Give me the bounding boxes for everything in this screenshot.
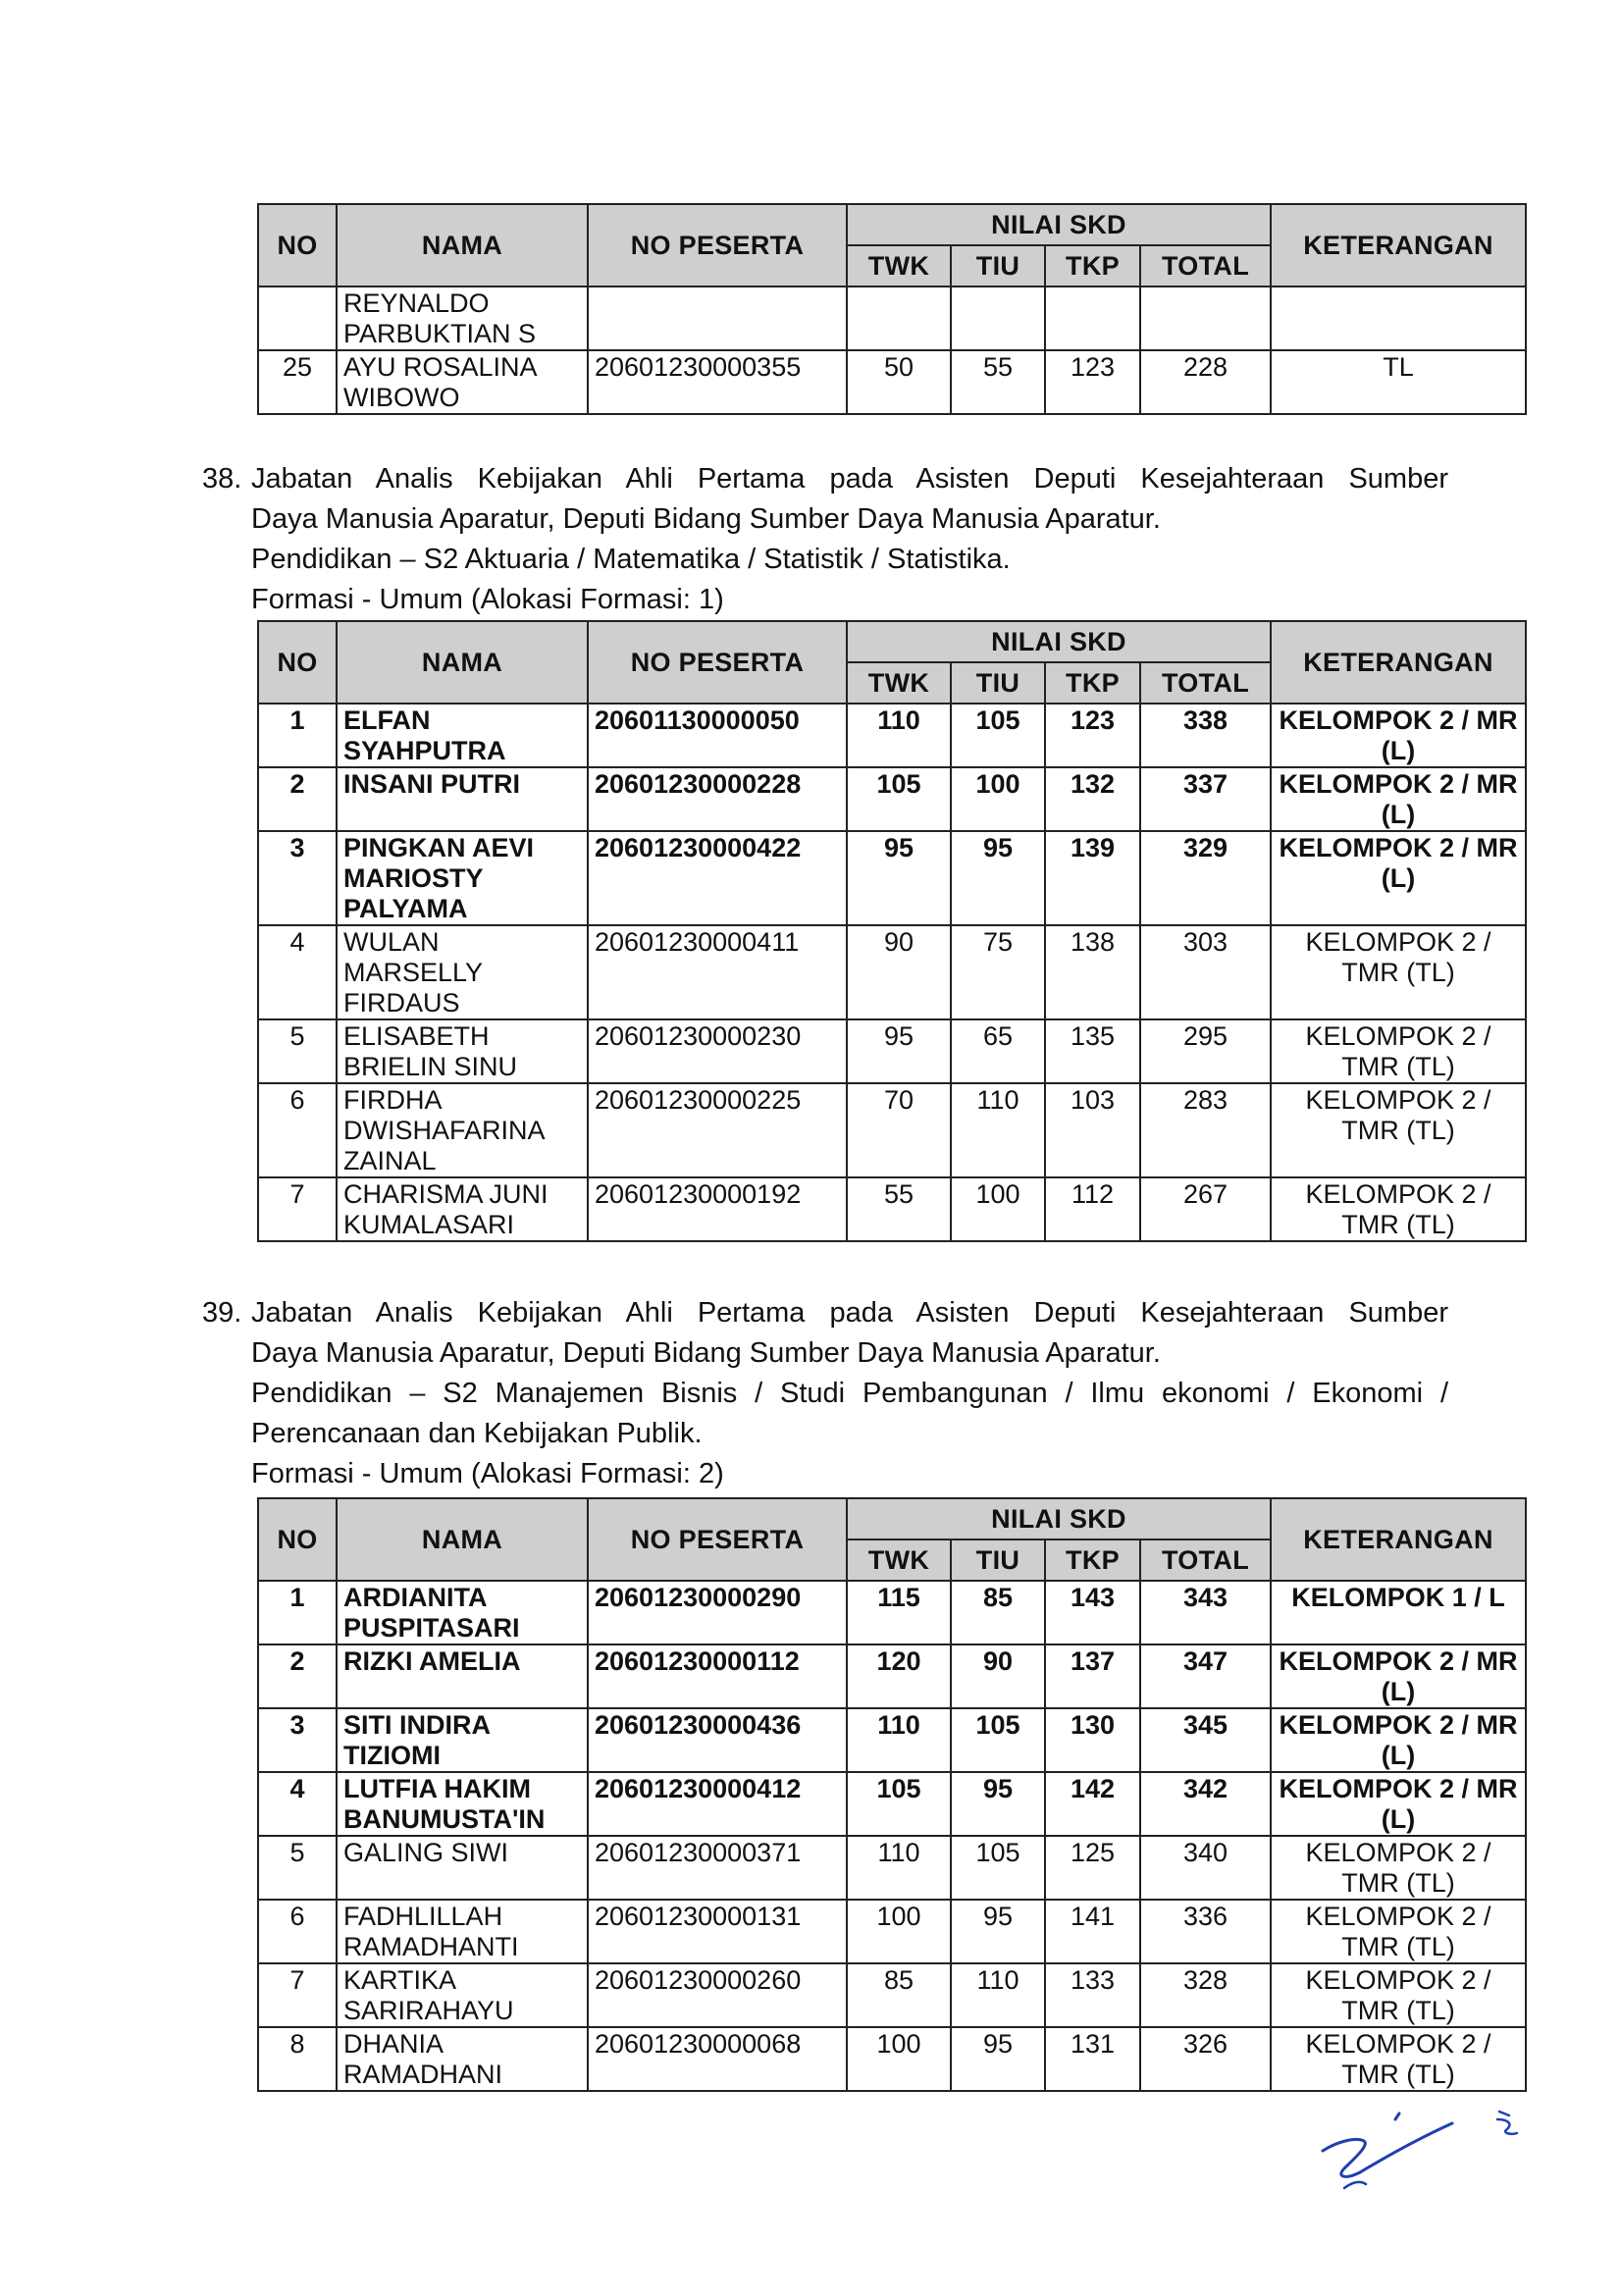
cell-nama: FIRDHA DWISHAFARINA ZAINAL — [337, 1083, 588, 1177]
col-keterangan: KETERANGAN — [1271, 621, 1526, 704]
cell-nama: WULAN MARSELLY FIRDAUS — [337, 925, 588, 1019]
cell-twk: 90 — [847, 925, 951, 1019]
cell-tiu: 105 — [951, 1836, 1045, 1900]
cell-no-peserta: 20601230000131 — [588, 1900, 847, 1963]
table-header — [258, 621, 1526, 704]
col-nama: NAMA — [337, 621, 588, 704]
cell-twk: 50 — [847, 350, 951, 414]
cell-nama: REYNALDO PARBUKTIAN S — [337, 287, 588, 350]
cell-tkp: 125 — [1045, 1836, 1140, 1900]
formation-info: Formasi - Umum (Alokasi Formasi: 1) — [251, 584, 724, 615]
col-total: TOTAL — [1140, 1539, 1271, 1581]
cell-keterangan: KELOMPOK 2 / TMR (TL) — [1271, 1083, 1526, 1177]
cell-keterangan: KELOMPOK 2 / TMR (TL) — [1271, 1900, 1526, 1963]
cell-tiu — [951, 287, 1045, 350]
col-no: NO — [258, 621, 337, 704]
cell-no: 6 — [258, 1083, 337, 1177]
cell-no-peserta: 20601230000411 — [588, 925, 847, 1019]
results-table-38 — [257, 620, 1527, 1242]
cell-no: 5 — [258, 1019, 337, 1083]
cell-no — [258, 287, 337, 350]
cell-tiu: 110 — [951, 1083, 1045, 1177]
cell-keterangan — [1271, 287, 1526, 350]
cell-keterangan: KELOMPOK 2 / TMR (TL) — [1271, 925, 1526, 1019]
cell-total: 228 — [1140, 350, 1271, 414]
section-number: 38. — [202, 463, 242, 495]
cell-tkp: 123 — [1045, 704, 1140, 767]
cell-tiu: 110 — [951, 1963, 1045, 2027]
col-nilai-skd: NILAI SKD — [847, 1498, 1271, 1539]
cell-keterangan: KELOMPOK 2 / TMR (TL) — [1271, 1963, 1526, 2027]
cell-keterangan: KELOMPOK 2 / MR (L) — [1271, 1708, 1526, 1772]
cell-keterangan: KELOMPOK 2 / TMR (TL) — [1271, 1019, 1526, 1083]
cell-twk: 105 — [847, 767, 951, 831]
col-no-peserta: NO PESERTA — [588, 621, 847, 704]
cell-tiu: 95 — [951, 831, 1045, 925]
cell-tiu: 100 — [951, 767, 1045, 831]
col-no: NO — [258, 204, 337, 287]
cell-keterangan: KELOMPOK 2 / MR (L) — [1271, 767, 1526, 831]
cell-keterangan: TL — [1271, 350, 1526, 414]
cell-no: 1 — [258, 1581, 337, 1644]
cell-nama: ELISABETH BRIELIN SINU — [337, 1019, 588, 1083]
cell-twk: 95 — [847, 1019, 951, 1083]
section-39 — [202, 1293, 1448, 1494]
cell-no-peserta: 20601230000192 — [588, 1177, 847, 1241]
cell-tkp — [1045, 287, 1140, 350]
cell-nama: PINGKAN AEVI MARIOSTY PALYAMA — [337, 831, 588, 925]
table-row — [258, 1581, 1526, 1644]
cell-twk: 115 — [847, 1581, 951, 1644]
cell-total: 337 — [1140, 767, 1271, 831]
col-nama: NAMA — [337, 1498, 588, 1581]
cell-nama: GALING SIWI — [337, 1836, 588, 1900]
table-row — [258, 1083, 1526, 1177]
col-keterangan: KETERANGAN — [1271, 204, 1526, 287]
cell-no: 6 — [258, 1900, 337, 1963]
section-title-line: Daya Manusia Aparatur, Deputi Bidang Sumber Daya Manusia Aparatur. — [251, 1337, 1161, 1369]
cell-tkp: 137 — [1045, 1644, 1140, 1708]
cell-no: 4 — [258, 1772, 337, 1836]
col-keterangan: KETERANGAN — [1271, 1498, 1526, 1581]
table-row — [258, 1177, 1526, 1241]
section-title-line: Daya Manusia Aparatur, Deputi Bidang Sumber Daya Manusia Aparatur. — [251, 503, 1161, 535]
table-row — [258, 1772, 1526, 1836]
cell-no-peserta: 20601230000422 — [588, 831, 847, 925]
cell-nama: ELFAN SYAHPUTRA — [337, 704, 588, 767]
cell-tkp: 131 — [1045, 2027, 1140, 2091]
cell-keterangan: KELOMPOK 1 / L — [1271, 1581, 1526, 1644]
cell-tkp: 138 — [1045, 925, 1140, 1019]
cell-nama: SITI INDIRA TIZIOMI — [337, 1708, 588, 1772]
cell-tkp: 132 — [1045, 767, 1140, 831]
cell-no-peserta: 20601230000112 — [588, 1644, 847, 1708]
section-38 — [202, 459, 1448, 620]
cell-tiu: 55 — [951, 350, 1045, 414]
cell-keterangan: KELOMPOK 2 / MR (L) — [1271, 704, 1526, 767]
cell-no-peserta: 20601230000290 — [588, 1581, 847, 1644]
cell-twk: 110 — [847, 1836, 951, 1900]
table-row — [258, 1900, 1526, 1963]
cell-no: 8 — [258, 2027, 337, 2091]
table-row — [258, 350, 1526, 414]
signature-paraf — [1305, 2090, 1531, 2198]
cell-total: 326 — [1140, 2027, 1271, 2091]
cell-tiu: 105 — [951, 1708, 1045, 1772]
cell-tkp: 143 — [1045, 1581, 1140, 1644]
cell-nama: DHANIA RAMADHANI — [337, 2027, 588, 2091]
cell-no: 7 — [258, 1177, 337, 1241]
cell-twk: 70 — [847, 1083, 951, 1177]
table-header — [258, 1498, 1526, 1581]
cell-total: 295 — [1140, 1019, 1271, 1083]
cell-twk: 85 — [847, 1963, 951, 2027]
cell-twk: 110 — [847, 704, 951, 767]
cell-no: 4 — [258, 925, 337, 1019]
cell-twk: 120 — [847, 1644, 951, 1708]
col-no: NO — [258, 1498, 337, 1581]
cell-tiu: 95 — [951, 2027, 1045, 2091]
col-twk: TWK — [847, 662, 951, 704]
table-row — [258, 1708, 1526, 1772]
cell-no: 3 — [258, 1708, 337, 1772]
cell-total: 303 — [1140, 925, 1271, 1019]
table-row — [258, 767, 1526, 831]
cell-no-peserta: 20601230000225 — [588, 1083, 847, 1177]
cell-total: 342 — [1140, 1772, 1271, 1836]
cell-no-peserta: 20601230000371 — [588, 1836, 847, 1900]
cell-keterangan: KELOMPOK 2 / TMR (TL) — [1271, 1177, 1526, 1241]
cell-twk — [847, 287, 951, 350]
cell-tiu: 95 — [951, 1900, 1045, 1963]
cell-tiu: 75 — [951, 925, 1045, 1019]
cell-total: 283 — [1140, 1083, 1271, 1177]
cell-no: 3 — [258, 831, 337, 925]
cell-total: 347 — [1140, 1644, 1271, 1708]
cell-keterangan: KELOMPOK 2 / TMR (TL) — [1271, 2027, 1526, 2091]
cell-no-peserta: 20601230000436 — [588, 1708, 847, 1772]
cell-tiu: 85 — [951, 1581, 1045, 1644]
results-table-39 — [257, 1497, 1527, 2092]
results-table-continued — [257, 203, 1527, 415]
cell-keterangan: KELOMPOK 2 / TMR (TL) — [1271, 1836, 1526, 1900]
cell-total: 336 — [1140, 1900, 1271, 1963]
cell-tiu: 90 — [951, 1644, 1045, 1708]
col-twk: TWK — [847, 1539, 951, 1581]
table-row — [258, 1963, 1526, 2027]
cell-no: 2 — [258, 767, 337, 831]
cell-total — [1140, 287, 1271, 350]
cell-no: 5 — [258, 1836, 337, 1900]
col-tkp: TKP — [1045, 1539, 1140, 1581]
education-requirement: Pendidikan – S2 Aktuaria / Matematika / Statistik / Statistika. — [251, 544, 1011, 575]
cell-twk: 100 — [847, 2027, 951, 2091]
cell-no-peserta — [588, 287, 847, 350]
cell-no: 7 — [258, 1963, 337, 2027]
table-row — [258, 1019, 1526, 1083]
cell-no-peserta: 20601230000068 — [588, 2027, 847, 2091]
table-row — [258, 2027, 1526, 2091]
cell-total: 340 — [1140, 1836, 1271, 1900]
cell-nama: ARDIANITA PUSPITASARI — [337, 1581, 588, 1644]
table-row — [258, 925, 1526, 1019]
cell-tkp: 103 — [1045, 1083, 1140, 1177]
cell-total: 328 — [1140, 1963, 1271, 2027]
cell-total: 345 — [1140, 1708, 1271, 1772]
col-no-peserta: NO PESERTA — [588, 204, 847, 287]
cell-tiu: 95 — [951, 1772, 1045, 1836]
cell-tkp: 112 — [1045, 1177, 1140, 1241]
cell-tkp: 130 — [1045, 1708, 1140, 1772]
col-nilai-skd: NILAI SKD — [847, 204, 1271, 245]
cell-total: 343 — [1140, 1581, 1271, 1644]
cell-no-peserta: 20601230000355 — [588, 350, 847, 414]
cell-tkp: 142 — [1045, 1772, 1140, 1836]
table-row — [258, 704, 1526, 767]
section-title-line: Jabatan Analis Kebijakan Ahli Pertama pada Asisten Deputi Kesejahteraan Sumber — [251, 1297, 1448, 1329]
cell-total: 338 — [1140, 704, 1271, 767]
col-tkp: TKP — [1045, 245, 1140, 287]
cell-nama: AYU ROSALINA WIBOWO — [337, 350, 588, 414]
cell-keterangan: KELOMPOK 2 / MR (L) — [1271, 1772, 1526, 1836]
cell-no: 1 — [258, 704, 337, 767]
cell-nama: CHARISMA JUNI KUMALASARI — [337, 1177, 588, 1241]
cell-tiu: 65 — [951, 1019, 1045, 1083]
cell-no-peserta: 20601230000230 — [588, 1019, 847, 1083]
cell-twk: 100 — [847, 1900, 951, 1963]
section-number: 39. — [202, 1297, 242, 1329]
cell-keterangan: KELOMPOK 2 / MR (L) — [1271, 1644, 1526, 1708]
cell-twk: 110 — [847, 1708, 951, 1772]
cell-total: 267 — [1140, 1177, 1271, 1241]
formation-info: Formasi - Umum (Alokasi Formasi: 2) — [251, 1458, 724, 1489]
cell-nama: KARTIKA SARIRAHAYU — [337, 1963, 588, 2027]
table-row — [258, 287, 1526, 350]
cell-keterangan: KELOMPOK 2 / MR (L) — [1271, 831, 1526, 925]
education-requirement-cont: Perencanaan dan Kebijakan Publik. — [251, 1418, 703, 1449]
cell-total: 329 — [1140, 831, 1271, 925]
cell-tkp: 141 — [1045, 1900, 1140, 1963]
education-requirement: Pendidikan – S2 Manajemen Bisnis / Studi Pembangunan / Ilmu ekonomi / Ekonomi / — [251, 1378, 1448, 1409]
table-row — [258, 1644, 1526, 1708]
col-total: TOTAL — [1140, 245, 1271, 287]
cell-tkp: 135 — [1045, 1019, 1140, 1083]
table-row — [258, 831, 1526, 925]
col-tiu: TIU — [951, 662, 1045, 704]
cell-nama: INSANI PUTRI — [337, 767, 588, 831]
cell-nama: FADHLILLAH RAMADHANTI — [337, 1900, 588, 1963]
col-total: TOTAL — [1140, 662, 1271, 704]
cell-tkp: 123 — [1045, 350, 1140, 414]
table-header — [258, 204, 1526, 287]
col-tiu: TIU — [951, 1539, 1045, 1581]
cell-no-peserta: 20601230000228 — [588, 767, 847, 831]
cell-twk: 95 — [847, 831, 951, 925]
table-row — [258, 1836, 1526, 1900]
col-twk: TWK — [847, 245, 951, 287]
cell-no: 25 — [258, 350, 337, 414]
cell-tkp: 133 — [1045, 1963, 1140, 2027]
cell-twk: 105 — [847, 1772, 951, 1836]
cell-twk: 55 — [847, 1177, 951, 1241]
col-tkp: TKP — [1045, 662, 1140, 704]
cell-nama: RIZKI AMELIA — [337, 1644, 588, 1708]
cell-tiu: 100 — [951, 1177, 1045, 1241]
cell-no-peserta: 20601230000260 — [588, 1963, 847, 2027]
cell-tkp: 139 — [1045, 831, 1140, 925]
col-tiu: TIU — [951, 245, 1045, 287]
cell-no-peserta: 20601130000050 — [588, 704, 847, 767]
col-no-peserta: NO PESERTA — [588, 1498, 847, 1581]
section-title-line: Jabatan Analis Kebijakan Ahli Pertama pada Asisten Deputi Kesejahteraan Sumber — [251, 463, 1448, 495]
col-nilai-skd: NILAI SKD — [847, 621, 1271, 662]
cell-no-peserta: 20601230000412 — [588, 1772, 847, 1836]
cell-nama: LUTFIA HAKIM BANUMUSTA'IN — [337, 1772, 588, 1836]
cell-no: 2 — [258, 1644, 337, 1708]
cell-tiu: 105 — [951, 704, 1045, 767]
col-nama: NAMA — [337, 204, 588, 287]
